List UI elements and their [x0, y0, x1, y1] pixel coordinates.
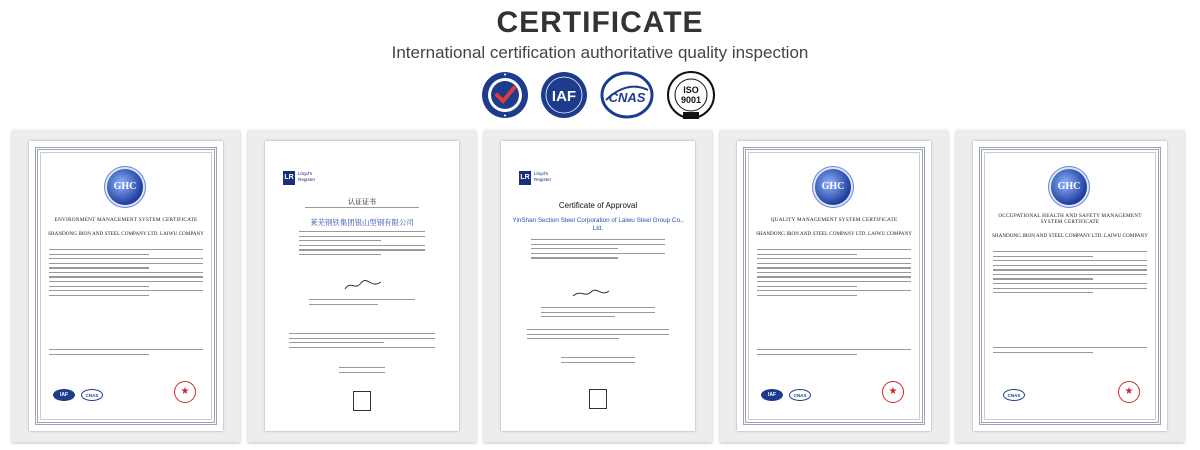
supplier-assessment-seal-icon: [480, 70, 530, 120]
certificate-heading: ENVIRONMENT MANAGEMENT SYSTEM CERTIFICATE: [54, 217, 198, 223]
red-seal-icon: ★: [1118, 381, 1140, 403]
svg-text:9001: 9001: [680, 95, 702, 105]
ukas-mark-icon: [353, 391, 371, 411]
lloyds-register-icon: LR: [519, 171, 531, 185]
red-seal-icon: ★: [882, 381, 904, 403]
certificate-company: 莱芜钢铁集团银山型钢有限公司: [310, 218, 414, 227]
certificate-heading: OCCUPATIONAL HEALTH AND SAFETY MANAGEMENT SYSTEM CERTIFICATE: [998, 213, 1142, 225]
red-seal-icon: ★: [174, 381, 196, 403]
certificate-document: [29, 141, 223, 431]
certificate-heading: QUALITY MANAGEMENT SYSTEM CERTIFICATE: [770, 217, 898, 223]
cnas-mark-icon: CNAS: [789, 389, 811, 401]
certificate-company: SHANDONG IRON AND STEEL COMPANY LTD. LAIWU COMPANY: [47, 231, 205, 237]
certificate-heading: 认证证书: [348, 198, 376, 206]
lloyds-register-text: Lloyd's Register: [534, 171, 552, 182]
certificate-card-quality[interactable]: [720, 130, 948, 442]
svg-text:ISO: ISO: [683, 85, 699, 95]
certificate-card-chinese[interactable]: [248, 130, 476, 442]
ukas-mark-icon: [589, 389, 607, 409]
certificate-document: [501, 141, 695, 431]
page-title: CERTIFICATE: [496, 6, 704, 39]
certificate-document: [973, 141, 1167, 431]
lloyds-register-text: Lloyd's Register: [298, 171, 316, 182]
svg-text:IAF: IAF: [551, 88, 577, 105]
lloyds-register-icon: LR: [283, 171, 295, 185]
ghc-emblem-icon: GHC: [1051, 169, 1087, 205]
certificate-company: SHANDONG IRON AND STEEL COMPANY LTD. LAIWU COMPANY: [755, 231, 913, 237]
signature-icon: [343, 279, 383, 291]
certificate-company: YinShan Section Steel Corporation of Laiwu Steel Group Co., Ltd.: [512, 217, 684, 232]
iaf-mark-icon: IAF: [53, 389, 75, 401]
ghc-emblem-icon: GHC: [815, 169, 851, 205]
certificate-company: SHANDONG IRON AND STEEL COMPANY LTD. LAIWU COMPANY: [991, 233, 1149, 239]
certificate-document: [265, 141, 459, 431]
certificate-card-environment[interactable]: [12, 130, 240, 442]
cnas-mark-icon: CNAS: [1003, 389, 1025, 401]
cnas-icon: [600, 70, 654, 120]
certificate-heading: Certificate of Approval: [558, 201, 638, 210]
iaf-mark-icon: IAF: [761, 389, 783, 401]
iaf-icon: [540, 70, 588, 120]
svg-text:CNAS: CNAS: [608, 90, 646, 105]
page-subtitle: International certification authoritative quality inspection: [391, 43, 809, 62]
signature-icon: [571, 287, 611, 299]
certificate-card-occupational-health[interactable]: [956, 130, 1184, 442]
iso-9001-icon: [666, 70, 716, 120]
cnas-mark-icon: CNAS: [81, 389, 103, 401]
ghc-emblem-icon: GHC: [107, 169, 143, 205]
certificate-card-approval[interactable]: [484, 130, 712, 442]
certificate-document: [737, 141, 931, 431]
certification-logos: [480, 70, 720, 122]
